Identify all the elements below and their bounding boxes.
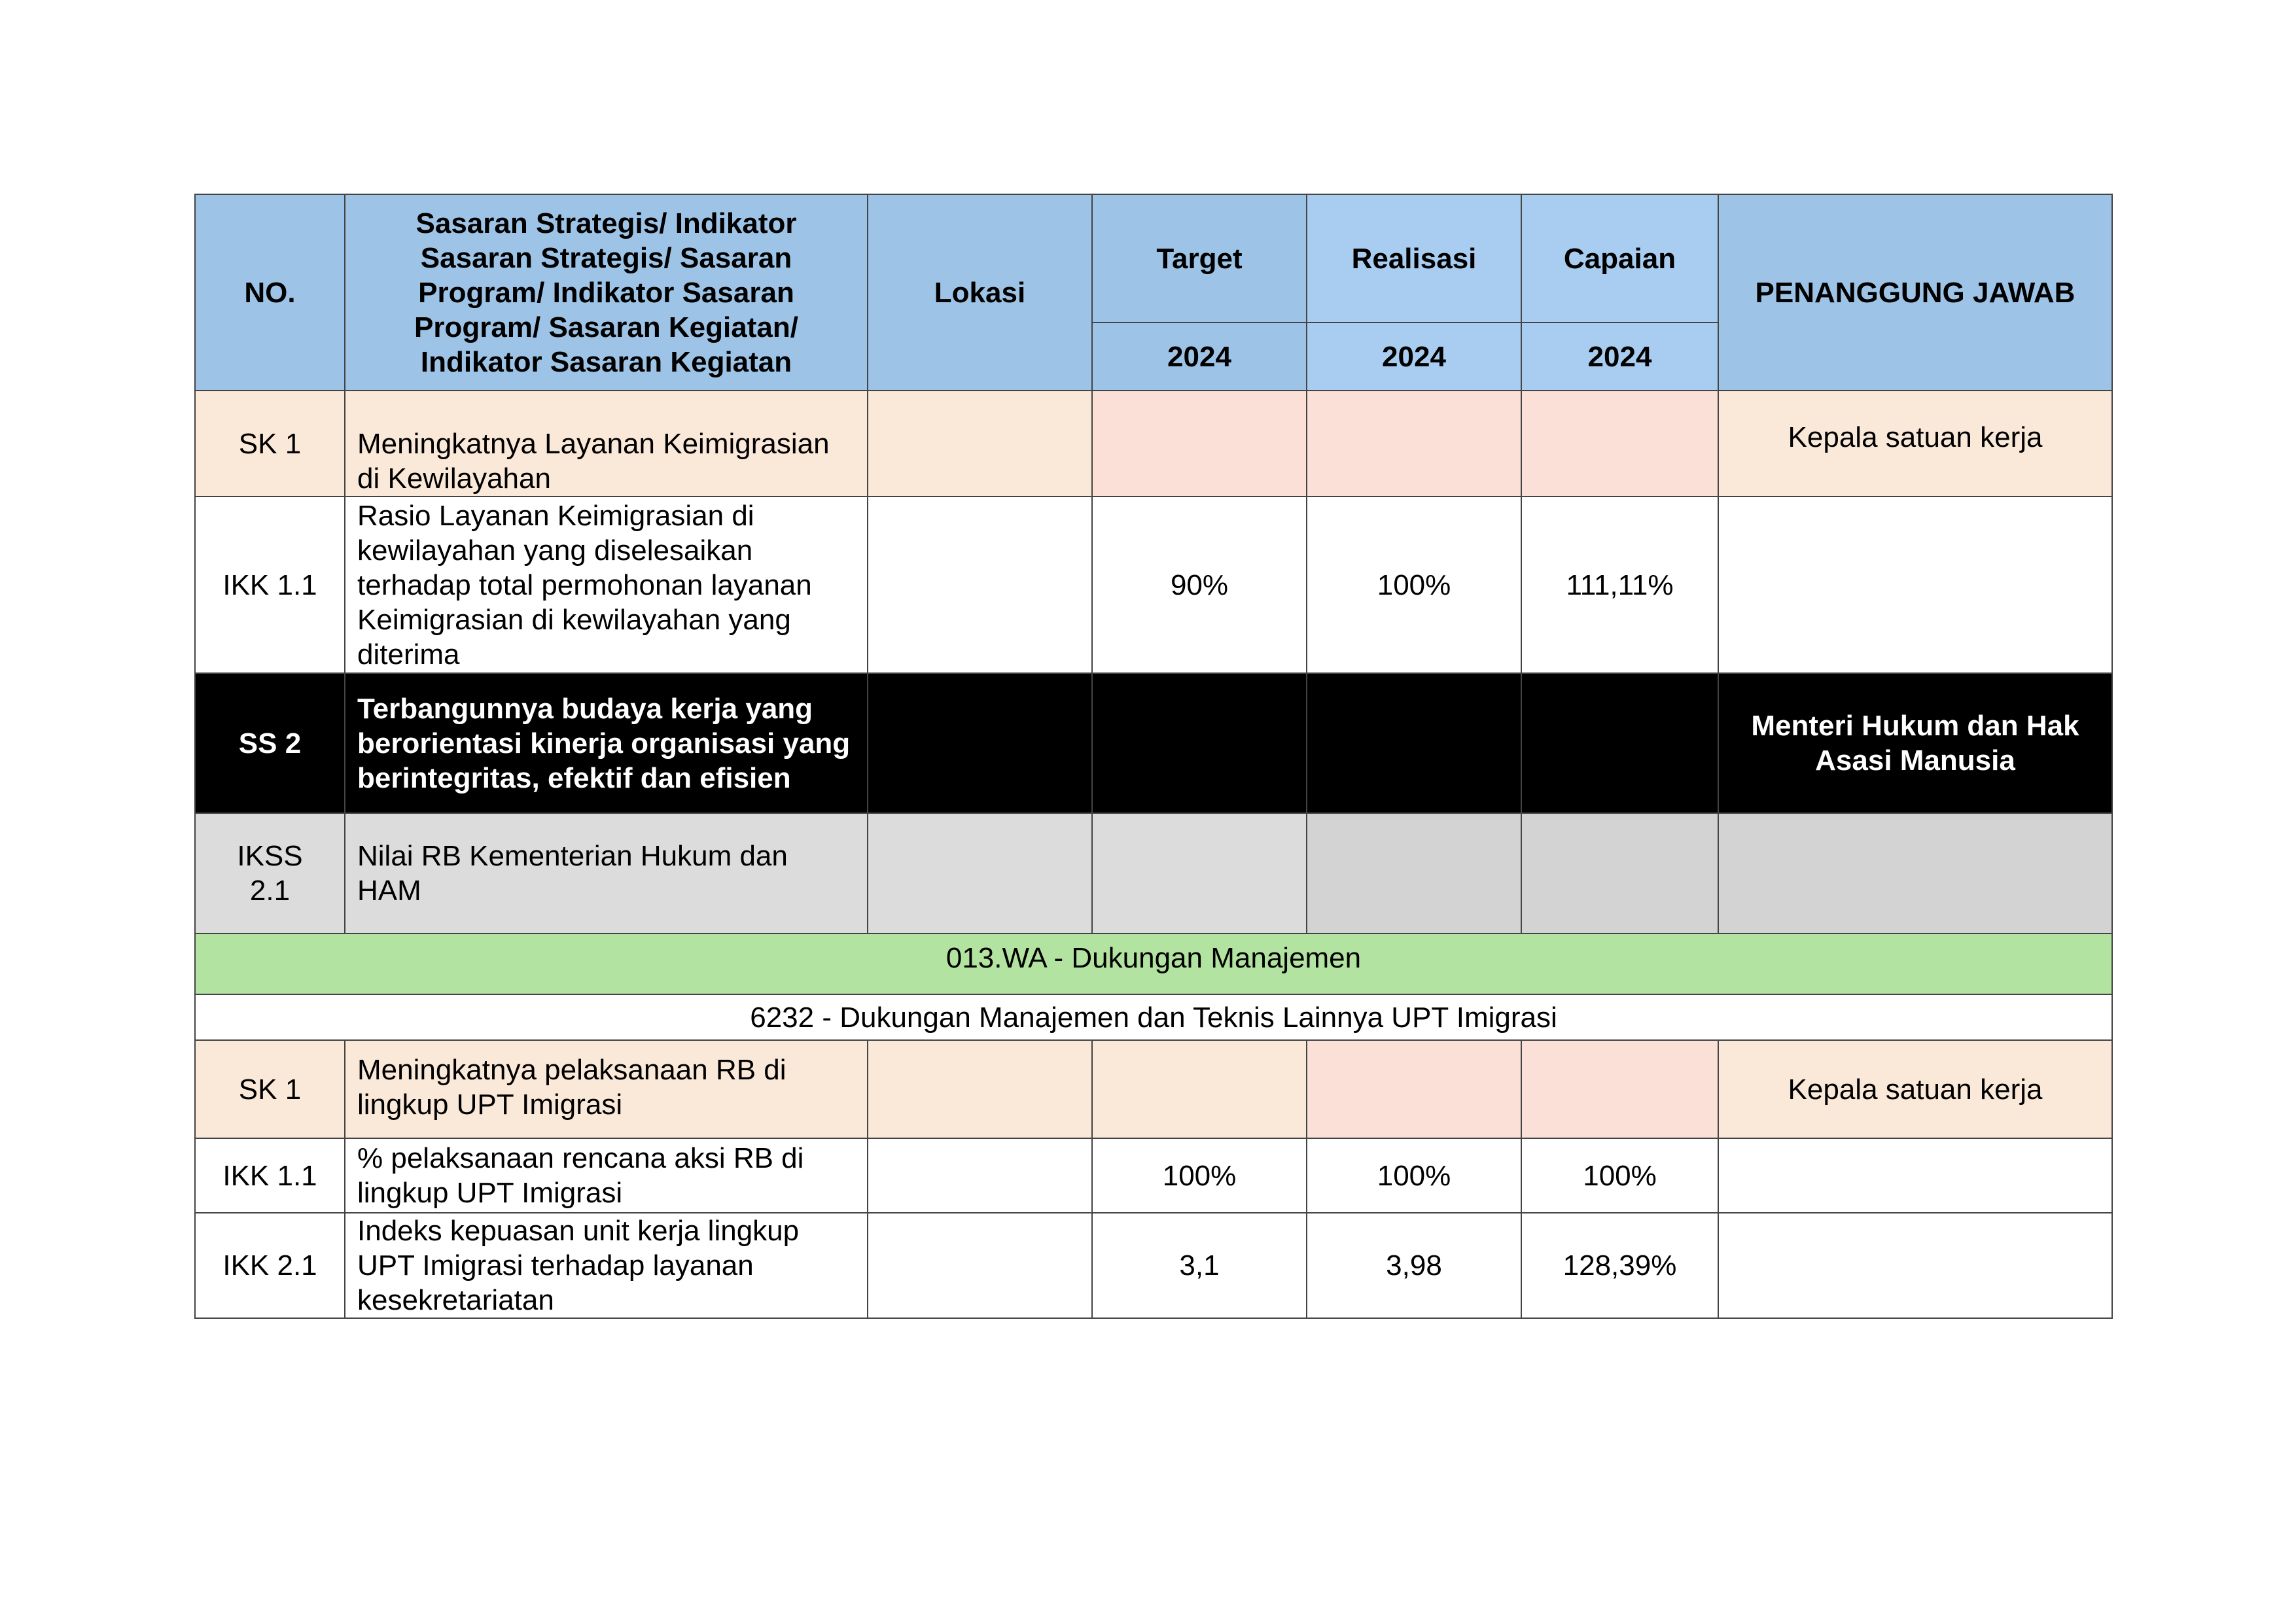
header-target: Target (1092, 194, 1307, 323)
program-row (195, 934, 2112, 994)
row-no: IKK 2.1 (195, 1213, 345, 1318)
row-target (1092, 391, 1307, 497)
row-lokasi (868, 673, 1092, 813)
table-row (195, 391, 2112, 497)
row-pj (1718, 1138, 2112, 1213)
row-pj: Kepala satuan kerja (1718, 391, 2112, 497)
row-target (1092, 1040, 1307, 1138)
row-realisasi (1307, 1040, 1521, 1138)
row-pj: Menteri Hukum dan Hak Asasi Manusia (1718, 673, 2112, 813)
row-target (1092, 813, 1307, 934)
kegiatan-row (195, 994, 2112, 1040)
performance-table (194, 194, 2113, 1319)
header-no: NO. (195, 194, 345, 391)
row-pj (1718, 1213, 2112, 1318)
header-penanggung-jawab: PENANGGUNG JAWAB (1718, 194, 2112, 391)
row-no: SS 2 (195, 673, 345, 813)
kegiatan-label: 6232 - Dukungan Manajemen dan Teknis Lainnya UPT Imigrasi (195, 994, 2112, 1040)
row-capaian (1521, 391, 1718, 497)
header-capaian: Capaian (1521, 194, 1718, 323)
header-realisasi: Realisasi (1307, 194, 1521, 323)
row-realisasi: 100% (1307, 1138, 1521, 1213)
row-sasaran: Meningkatnya pelaksanaan RB di lingkup UPT Imigrasi (345, 1040, 868, 1138)
row-sasaran: Terbangunnya budaya kerja yang berorientasi kinerja organisasi yang berintegritas, efektif dan efisien (345, 673, 868, 813)
row-sasaran: Nilai RB Kementerian Hukum dan HAM (345, 813, 868, 934)
row-lokasi (868, 813, 1092, 934)
row-capaian (1521, 1040, 1718, 1138)
row-realisasi (1307, 391, 1521, 497)
row-no: SK 1 (195, 391, 345, 497)
row-capaian: 100% (1521, 1138, 1718, 1213)
program-label: 013.WA - Dukungan Manajemen (195, 934, 2112, 994)
row-no: IKK 1.1 (195, 497, 345, 673)
table-row (195, 497, 2112, 673)
row-capaian (1521, 673, 1718, 813)
row-target: 3,1 (1092, 1213, 1307, 1318)
table-row (195, 1040, 2112, 1138)
row-pj (1718, 497, 2112, 673)
table-row (195, 1213, 2112, 1318)
row-no: IKK 1.1 (195, 1138, 345, 1213)
header-sasaran: Sasaran Strategis/ Indikator Sasaran Strategis/ Sasaran Program/ Indikator Sasaran Program/ Sasaran Kegiatan/ Indikator Sasaran Kegiatan (345, 194, 868, 391)
header-year-realisasi: 2024 (1307, 323, 1521, 391)
row-no: IKSS 2.1 (195, 813, 345, 934)
row-target: 90% (1092, 497, 1307, 673)
row-capaian: 128,39% (1521, 1213, 1718, 1318)
row-realisasi: 100% (1307, 497, 1521, 673)
table-row (195, 1138, 2112, 1213)
row-capaian (1521, 813, 1718, 934)
row-no: SK 1 (195, 1040, 345, 1138)
row-pj (1718, 813, 2112, 934)
row-sasaran: Meningkatnya Layanan Keimigrasian di Kewilayahan (345, 391, 868, 497)
header-year-capaian: 2024 (1521, 323, 1718, 391)
table-row (195, 673, 2112, 813)
row-pj: Kepala satuan kerja (1718, 1040, 2112, 1138)
row-sasaran: % pelaksanaan rencana aksi RB di lingkup UPT Imigrasi (345, 1138, 868, 1213)
row-realisasi: 3,98 (1307, 1213, 1521, 1318)
row-realisasi (1307, 813, 1521, 934)
header-year-target: 2024 (1092, 323, 1307, 391)
row-target (1092, 673, 1307, 813)
row-target: 100% (1092, 1138, 1307, 1213)
header-row (195, 194, 2112, 323)
row-lokasi (868, 391, 1092, 497)
row-lokasi (868, 1138, 1092, 1213)
row-lokasi (868, 497, 1092, 673)
row-lokasi (868, 1040, 1092, 1138)
row-realisasi (1307, 673, 1521, 813)
table-row (195, 813, 2112, 934)
row-capaian: 111,11% (1521, 497, 1718, 673)
row-sasaran: Rasio Layanan Keimigrasian di kewilayahan yang diselesaikan terhadap total permohonan layanan Keimigrasian di kewilayahan yang diterima (345, 497, 868, 673)
row-lokasi (868, 1213, 1092, 1318)
row-sasaran: Indeks kepuasan unit kerja lingkup UPT Imigrasi terhadap layanan kesekretariatan (345, 1213, 868, 1318)
header-lokasi: Lokasi (868, 194, 1092, 391)
